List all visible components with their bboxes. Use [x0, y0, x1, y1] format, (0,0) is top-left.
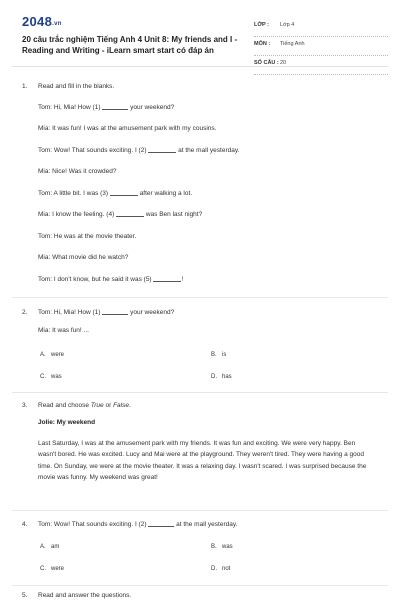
meta-key: LỚP : [254, 22, 269, 28]
question-number: 1. [22, 83, 28, 90]
fill-blank [102, 314, 128, 315]
option-text: were [51, 566, 65, 572]
site-logo[interactable] [22, 14, 62, 29]
reading-passage: Last Saturday, I was at the amusement park with my friends. It was fun and exciting. We were very happy. Ben wasn't bored. He was excited. Lucy and Mai were at the playground. They weren't tired. They were having a good time. On Sunday, we were at the movie theater. It was a relaxing day. I wasn't scared. I was surprised because the movie was funny. My weekend was great! [38, 440, 367, 481]
line-text: ! [181, 276, 184, 283]
option-letter: B. [211, 352, 217, 358]
fill-blank[interactable] [148, 152, 176, 153]
line-text: Tom: He was at the movie theater. [38, 233, 137, 240]
logo-suffix: .vn [52, 21, 62, 27]
meta-row-subject [254, 37, 388, 56]
line-text: at the mall yesterday. [176, 147, 240, 154]
instruction-false: False [113, 402, 129, 409]
fill-blank[interactable] [102, 109, 128, 110]
question-number: 2. [22, 309, 28, 316]
dialogue-line [38, 211, 202, 218]
dialogue-line [38, 276, 183, 283]
line-text: Tom: A little bit. I was (3) [38, 190, 110, 197]
logo-main: 2048 [22, 14, 53, 29]
question-separator [12, 510, 388, 511]
fill-blank[interactable] [116, 216, 144, 217]
option-text: am [51, 544, 60, 550]
line-text: after walking a lot. [137, 190, 193, 197]
answer-option-a[interactable] [40, 544, 59, 550]
dialogue-line [38, 254, 128, 261]
instruction-part: or [103, 402, 114, 409]
instruction-true: True [90, 402, 104, 409]
meta-row-grade [254, 18, 388, 37]
answer-option-a[interactable] [40, 352, 64, 358]
option-letter: D. [211, 374, 217, 380]
question-number: 4. [22, 521, 28, 528]
meta-key: SỐ CÂU : [254, 60, 279, 66]
option-letter: B. [211, 544, 217, 550]
line-text: Mia: Nice! Was it crowded? [38, 168, 117, 175]
question-number: 3. [22, 402, 28, 409]
instruction-part: Read and choose [38, 402, 91, 409]
line-text: Mia: It was fun! I was at the amusement park with my cousins. [38, 125, 217, 132]
option-letter: A. [40, 544, 46, 550]
dialogue-line [38, 190, 192, 197]
question-text-part: your weekend? [128, 309, 175, 316]
option-letter: A. [40, 352, 46, 358]
dialogue-line [38, 233, 136, 240]
fill-blank [148, 526, 174, 527]
meta-value: 20 [280, 60, 287, 66]
question-text [38, 309, 174, 316]
answer-option-b[interactable] [211, 544, 233, 550]
option-text: not [222, 566, 231, 572]
question-text-part: at the mall yesterday. [174, 521, 238, 528]
option-letter: C. [40, 566, 46, 572]
question-separator [12, 297, 388, 298]
answer-option-c[interactable] [40, 374, 62, 380]
meta-value: Lớp 4 [280, 22, 295, 28]
header-divider [12, 66, 388, 67]
question-instruction: Read and answer the questions. [38, 592, 132, 599]
option-text: was [51, 374, 62, 380]
answer-option-d[interactable] [211, 374, 232, 380]
question-separator [12, 392, 388, 393]
fill-blank[interactable] [153, 281, 181, 282]
question-number: 5. [22, 592, 28, 599]
option-text: were [51, 352, 65, 358]
line-text: Mia: I know the feeling. (4) [38, 211, 117, 218]
instruction-part: . [128, 402, 131, 409]
option-text: was [222, 544, 233, 550]
question-text-part: Tom: Hi, Mia! How (1) [38, 309, 103, 316]
passage-title: Jolie: My weekend [38, 419, 96, 426]
line-text: Mia: What movie did he watch? [38, 254, 129, 261]
line-text: your weekend? [128, 104, 175, 111]
question-subtext: Mia: It was fun! ... [38, 327, 89, 334]
dialogue-line [38, 125, 216, 132]
line-text: Tom: Hi, Mia! How (1) [38, 104, 103, 111]
meta-key: MÔN : [254, 41, 271, 47]
question-separator [12, 585, 388, 586]
dialogue-line [38, 168, 117, 175]
fill-blank[interactable] [110, 195, 138, 196]
dialogue-line [38, 104, 174, 111]
answer-option-d[interactable] [211, 566, 230, 572]
line-text: Tom: I don't know, but he said it was (5) [38, 276, 154, 283]
line-text: was Ben last night? [144, 211, 203, 218]
page-title: 20 câu trắc nghiệm Tiếng Anh 4 Unit 8: My friends and I - Reading and Writing - iLearn smart start có đáp án [22, 35, 238, 55]
option-text: has [222, 374, 232, 380]
dialogue-line [38, 147, 239, 154]
question-instruction: Read and fill in the blanks. [38, 83, 115, 90]
question-instruction [38, 402, 131, 409]
meta-value: Tiếng Anh [280, 41, 305, 47]
option-text: is [222, 352, 227, 358]
question-text-part: Tom: Wow! That sounds exciting. I (2) [38, 521, 149, 528]
answer-option-b[interactable] [211, 352, 226, 358]
line-text: Tom: Wow! That sounds exciting. I (2) [38, 147, 149, 154]
option-letter: C. [40, 374, 46, 380]
question-text [38, 521, 237, 528]
option-letter: D. [211, 566, 217, 572]
answer-option-c[interactable] [40, 566, 64, 572]
